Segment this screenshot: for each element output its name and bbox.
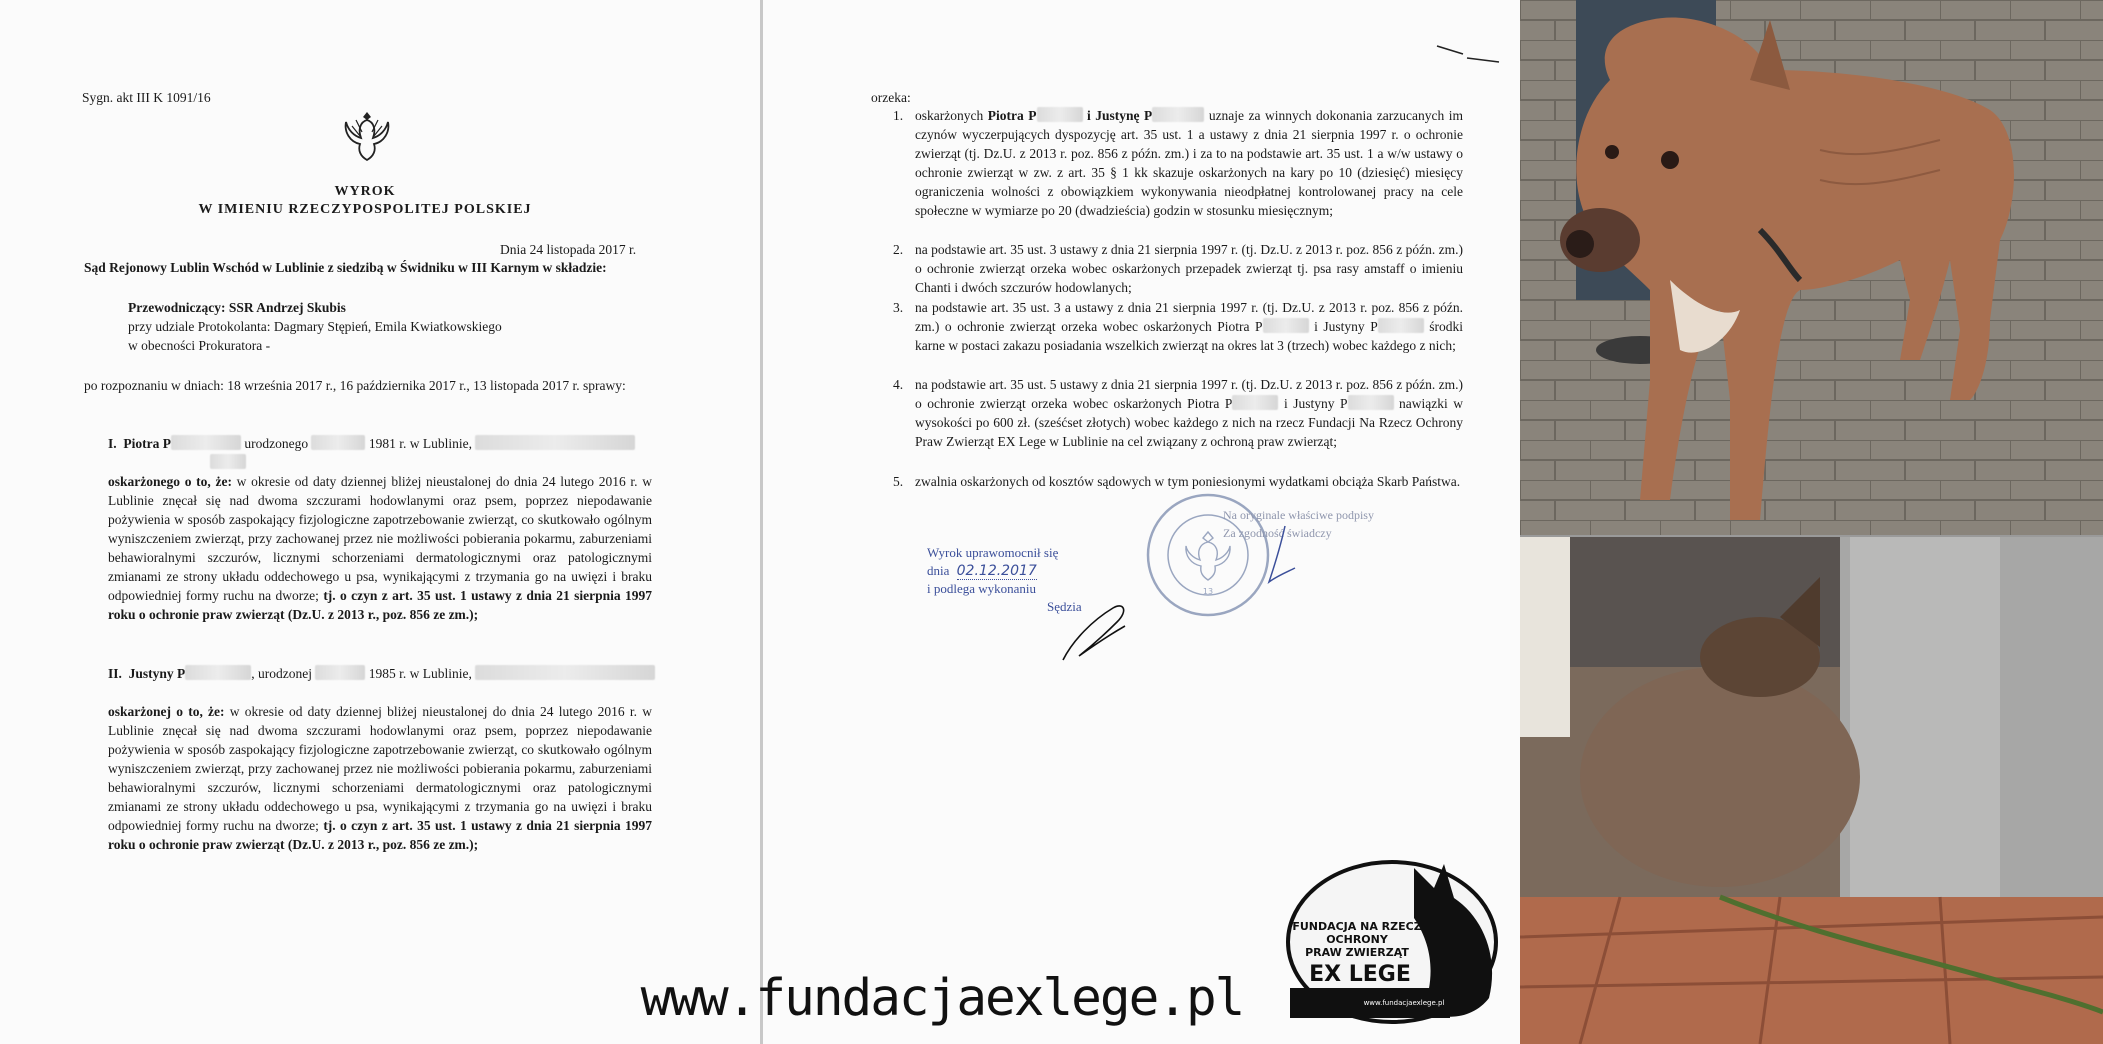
redaction bbox=[1378, 318, 1424, 333]
ruling-item-4-a: na podstawie art. 35 ust. 5 ustawy z dnia 21 sierpnia 1997 r. (tj. Dz.U. z 2013 r. poz. 856 z późn. zm.) o ochronie zwierząt orzeka wobec oskarżonych Piotra P bbox=[915, 377, 1463, 411]
defendant-1-number: I. bbox=[108, 436, 117, 451]
redaction bbox=[171, 435, 241, 450]
defendant-2-name: Justyny P bbox=[128, 666, 186, 681]
ruling-lead: orzeka: bbox=[871, 90, 911, 105]
ruling-item-1-name-2: i Justynę P bbox=[1087, 108, 1153, 123]
defendant-1-born: urodzonego bbox=[244, 436, 309, 451]
validity-stamp-line-1: Wyrok uprawomocnił się bbox=[927, 545, 1059, 560]
defendant-1-year: 1981 r. w Lublinie, bbox=[368, 436, 472, 451]
ruling-item-1-name-1: Piotra P bbox=[987, 108, 1037, 123]
dog-photo-lying bbox=[1520, 537, 2103, 1044]
redaction bbox=[475, 435, 635, 450]
ruling-item-1-number: 1. bbox=[893, 108, 904, 123]
validity-stamp-line-3: i podlega wykonaniu bbox=[927, 581, 1037, 596]
ruling-item-1-pre: oskarżonych bbox=[915, 108, 984, 123]
defendant-2-year: 1985 r. w Lublinie, bbox=[368, 666, 472, 681]
ruling-item-1-text: uznaje za winnych dokonania zarzucanych im czynów wyczerpujących dyspozycję art. 35 ust. 1 a ustawy z dnia 21 sierpnia 1997 r. o ochronie zwierząt (tj. Dz.U. z 2013 r. poz. 856 z późn. zm.) i za to na podstawie art. 35 ust. 1 a w/w ustawy o ochronie zwierząt w zw. z art. 35 § 1 kk skazuje oskarżonych na kary po 10 (dziesięć) miesięcy ograniczenia wolności z obowiązkiem wykonywania nieodpłatnej kontrolowanej pracy na cele społeczne w wymiarze po 20 (dwadzieścia) godzin w stosunku miesięcznym; bbox=[915, 108, 1464, 218]
presiding-judge: Przewodniczący: SSR Andrzej Skubis bbox=[128, 300, 346, 315]
original-note-line-2: Za zgodność świadczy bbox=[1223, 526, 1332, 540]
validity-stamp-line-4: Sędzia bbox=[1047, 599, 1082, 614]
logo-line-3: PRAW ZWIERZĄT bbox=[1305, 946, 1409, 959]
defendant-1-charge bbox=[108, 472, 652, 624]
defendant-2-number: II. bbox=[108, 666, 122, 681]
judgment-title: WYROK bbox=[334, 184, 396, 199]
ruling-item-3-a: na podstawie art. 35 ust. 3 a ustawy z dnia 21 sierpnia 1997 r. (tj. Dz.U. z 2013 r. poz. 856 z późn. zm.) o ochronie zwierząt orzeka wobec oskarżonych Piotra P bbox=[915, 300, 1463, 334]
ruling-item-1 bbox=[915, 106, 1463, 220]
defendant-2-charge bbox=[108, 702, 652, 854]
judgment-page-1 bbox=[0, 0, 760, 1044]
logo-brand: EX LEGE bbox=[1309, 962, 1411, 987]
ruling-item-2-number: 2. bbox=[893, 242, 904, 257]
defendant-2-charge-text: w okresie od daty dziennej bliżej nieustalonej do dnia 24 lutego 2016 r. w Lublinie znęcał się nad dwoma szczurami hodowlanymi oraz psem, poprzez niepodawanie pożywienia w sposób zaspokający fizjologiczne zapotrzebowanie zwierząt, co skutkowało ogólnym wyniszczeniem zwierząt, przy zachowanej przez nie możliwości pobierania pokarmu, zaburzeniami behawioralnymi szczurów, licznymi schorzeniami dermatologicznymi oraz patologicznymi zmianami ze strony układu oddechowego u psa, wynikającymi z trzymania go na uwięzi i braku odpowiedniej formy ruchu na dworze; bbox=[108, 704, 652, 833]
original-note-line-1: Na oryginale właściwe podpisy bbox=[1223, 508, 1374, 522]
ruling-item-4-b: i Justyny P bbox=[1283, 396, 1348, 411]
ruling-item-3 bbox=[915, 298, 1463, 355]
ruling-item-4-c: nawiązki w wysokości po 600 zł. (sześćset złotych) wobec każdego z nich na rzecz Fundacji Na Rzecz Ochrony Praw Zwierząt EX Lege w Lublinie na cel związany z ochroną praw zwierząt; bbox=[915, 396, 1463, 449]
ruling-item-3-b: i Justyny P bbox=[1314, 319, 1378, 334]
validity-stamp-line-2: dnia bbox=[927, 563, 950, 578]
ruling-item-3-number: 3. bbox=[893, 300, 904, 315]
redaction bbox=[1232, 395, 1278, 410]
court-clerks: przy udziale Protokolanta: Dagmary Stępień, Emila Kwiatkowskiego bbox=[128, 319, 502, 334]
court-seal-number: 13 bbox=[1202, 587, 1214, 596]
defendant-2-charge-lead: oskarżonej o to, że: bbox=[108, 704, 225, 719]
dog-photo-lying-image bbox=[1520, 537, 2103, 1044]
hearing-dates: po rozpoznaniu w dniach: 18 września 2017 r., 16 października 2017 r., 13 listopada 2017 r. sprawy: bbox=[84, 378, 626, 393]
redaction bbox=[315, 665, 365, 680]
ruling-item-2: na podstawie art. 35 ust. 3 ustawy z dnia 21 sierpnia 1997 r. (tj. Dz.U. z 2013 r. poz. 856 z późn. zm.) o ochronie zwierząt orzeka wobec oskarżonych przepadek zwierząt tj. psa rasy amstaff o imieniu Chanti i dwóch szczurów hodowlanych; bbox=[915, 242, 1463, 295]
validity-stamp-date: 02.12.2017 bbox=[956, 563, 1037, 579]
redaction bbox=[1348, 395, 1394, 410]
scan-mark bbox=[1433, 40, 1503, 70]
polish-eagle-emblem bbox=[342, 108, 392, 164]
ruling-item-4 bbox=[915, 375, 1463, 451]
redaction bbox=[1263, 318, 1309, 333]
defendant-1-line bbox=[108, 434, 668, 453]
defendant-1-name: Piotra P bbox=[123, 436, 171, 451]
redaction bbox=[1037, 107, 1083, 122]
ruling-item-3-c: środki karne w postaci zakazu posiadania wszelkich zwierząt na okres lat 3 (trzech) wobec każdego z nich; bbox=[915, 319, 1464, 353]
defendant-1-charge-text: w okresie od daty dziennej bliżej nieustalonej do dnia 24 lutego 2016 r. w Lublinie znęcał się nad dwoma szczurami hodowlanymi oraz psem, poprzez niepodawanie pożywienia w sposób zaspokający fizjologiczne zapotrzebowanie zwierząt, co skutkowało ogólnym wyniszczeniem zwierząt, przy zachowanej przez nie możliwości pobierania pokarmu, zaburzeniami behawioralnymi szczurów, licznymi schorzeniami dermatologicznymi oraz patologicznymi zmianami ze strony układu oddechowego u psa, wynikającymi z trzymania go na uwięzi i braku odpowiedniej formy ruchu na dworze; bbox=[108, 474, 652, 603]
redaction bbox=[311, 435, 365, 450]
judge-signature bbox=[1053, 590, 1153, 670]
defendant-2-line bbox=[108, 664, 668, 683]
redaction bbox=[475, 665, 655, 680]
defendant-1-legal-basis: tj. o czyn z art. 35 ust. 1 ustawy z dnia 21 sierpnia 1997 roku o ochronie praw zwierząt (Dz.U. z 2013 r., poz. 856 ze zm.); bbox=[108, 588, 653, 622]
foundation-website-url[interactable]: www.fundacjaexlege.pl bbox=[640, 969, 1244, 1028]
court-name: Sąd Rejonowy Lublin Wschód w Lublinie z siedzibą w Świdniku w III Karnym w składzie: bbox=[84, 260, 607, 275]
redaction bbox=[185, 665, 251, 680]
redaction bbox=[210, 454, 246, 469]
case-signature: Sygn. akt III K 1091/16 bbox=[82, 90, 211, 105]
ruling-item-5: zwalnia oskarżonych od kosztów sądowych w tym poniesionymi wydatkami obciąża Skarb Państwa. bbox=[915, 474, 1461, 489]
logo-line-1: FUNDACJA NA RZECZ bbox=[1292, 920, 1422, 933]
defendant-2-legal-basis: tj. o czyn z art. 35 ust. 1 ustawy z dnia 21 sierpnia 1997 roku o ochronie praw zwierząt (Dz.U. z 2013 r., poz. 856 ze zm.); bbox=[108, 818, 653, 852]
dog-photo-standing bbox=[1520, 0, 2103, 535]
judgment-date: Dnia 24 listopada 2017 r. bbox=[500, 242, 637, 257]
ruling-item-5-number: 5. bbox=[893, 474, 904, 489]
ex-lege-logo bbox=[1284, 858, 1506, 1026]
redaction bbox=[1152, 107, 1204, 122]
logo-line-2: OCHRONY bbox=[1326, 933, 1388, 946]
logo-site: www.fundacjaexlege.pl bbox=[1363, 999, 1445, 1007]
clerk-signature bbox=[1251, 520, 1311, 600]
judgment-subtitle: W IMIENIU RZECZYPOSPOLITEJ POLSKIEJ bbox=[198, 202, 532, 217]
ruling-item-4-number: 4. bbox=[893, 377, 904, 392]
defendant-1-charge-lead: oskarżonego o to, że: bbox=[108, 474, 232, 489]
prosecutor-line: w obecności Prokuratora - bbox=[128, 338, 271, 353]
dog-photo-standing-image bbox=[1520, 0, 2103, 535]
defendant-2-born: , urodzonej bbox=[251, 666, 313, 681]
